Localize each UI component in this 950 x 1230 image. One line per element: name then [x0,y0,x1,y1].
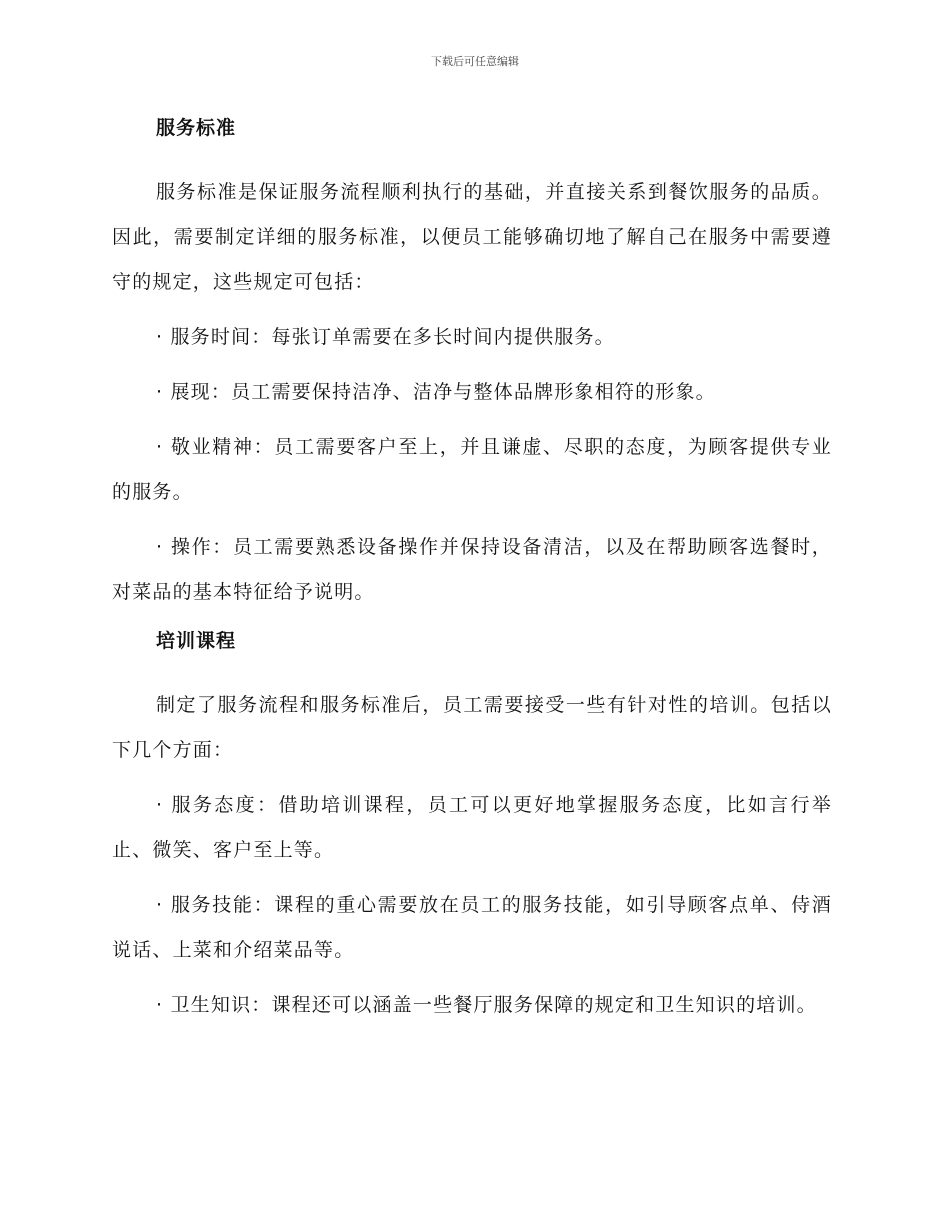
paragraph: 服务标准是保证服务流程顺利执行的基础，并直接关系到餐饮服务的品质。因此，需要制定详细的服务标准，以便员工能够确切地了解自己在服务中需要遵守的规定，这些规定可包括： [112,181,832,293]
list-item: · 敬业精神：员工需要客户至上，并且谦虚、尽职的态度，为顾客提供专业的服务。 [112,436,832,503]
list-item: · 卫生知识：课程还可以涵盖一些餐厅服务保障的规定和卫生知识的培训。 [156,994,817,1016]
section-heading-training-courses: 培训课程 [156,630,237,652]
section-heading-service-standard: 服务标准 [156,117,237,139]
header-note: 下载后可任意编辑 [431,55,519,68]
list-item: · 服务技能：课程的重心需要放在员工的服务技能，如引导顾客点单、侍酒说话、上菜和介绍菜品等。 [112,894,832,961]
list-item: · 服务态度：借助培训课程，员工可以更好地掌握服务态度，比如言行举止、微笑、客户至上等。 [112,794,832,861]
list-item: · 服务时间：每张订单需要在多长时间内提供服务。 [156,326,615,348]
paragraph: 制定了服务流程和服务标准后，员工需要接受一些有针对性的培训。包括以下几个方面： [112,694,832,761]
list-item: · 展现：员工需要保持洁净、洁净与整体品牌形象相符的形象。 [156,381,716,403]
document-body [112,112,832,1038]
list-item: · 操作：员工需要熟悉设备操作并保持设备清洁，以及在帮助顾客选餐时，对菜品的基本特征给予说明。 [112,536,832,603]
